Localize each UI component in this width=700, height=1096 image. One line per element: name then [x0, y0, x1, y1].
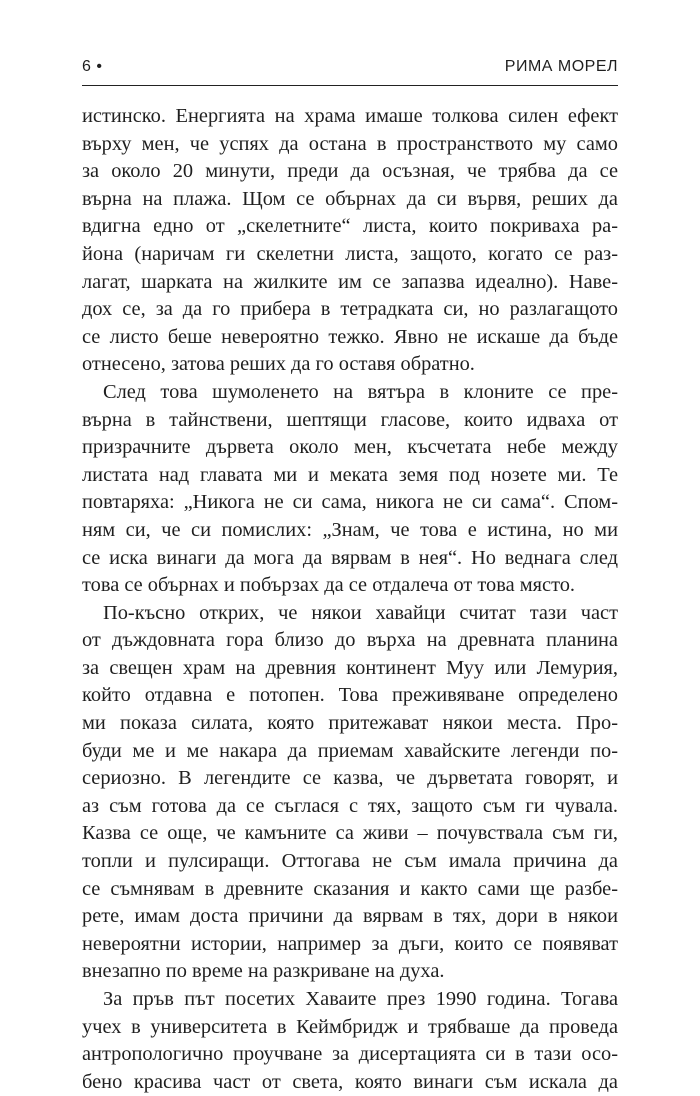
text-line: сериозно. В легендите се казва, че дърветата говорят, и	[82, 767, 618, 790]
text-line: от дъждовната гора близо до върха на древната планина	[82, 629, 618, 652]
text-line: антропологично проучване за дисертацията си в тази осо-	[82, 1043, 618, 1066]
paragraph	[82, 986, 618, 1096]
text-line: невероятни истории, например за дъги, които се появяват	[82, 932, 618, 955]
text-line: се иска винаги да мога да вярвам в нея“. Но веднага след	[82, 546, 618, 569]
text-line: След това шумоленето на вятъра в клоните се пре-	[103, 380, 618, 403]
page-number-group	[82, 58, 102, 76]
paragraph	[82, 600, 618, 986]
text-line: който отдавна е потопен. Това преживяване определено	[82, 684, 618, 707]
text-line: дох се, за да го прибера в тетрадката си, но разлагащото	[82, 298, 618, 321]
text-line: се съмнявам в древните сказания и както сами ще разбе-	[82, 877, 618, 900]
text-line: листата над главата ми и меката земя под нозете ми. Те	[82, 463, 618, 486]
header-bullet: •	[96, 58, 103, 75]
running-header	[82, 58, 618, 82]
text-line: буди ме и ме накара да приемам хавайските легенди по-	[82, 739, 618, 762]
text-line: топли и пулсиращи. Оттогава не съм имала причина да	[82, 850, 618, 873]
text-line: върна на плажа. Щом се обърнах да си вървя, реших да	[82, 187, 618, 210]
paragraph	[82, 379, 618, 600]
text-line: за около 20 минути, преди да осъзная, че трябва да се	[82, 160, 618, 183]
text-line: йона (наричам ги скелетни листа, защото, когато се раз-	[82, 242, 618, 265]
text-line: За пръв път посетих Хаваите през 1990 година. Тогава	[103, 988, 618, 1010]
text-line: рете, имам доста причини да вярвам в тях, дори в някои	[82, 905, 618, 928]
text-line: аз съм готова да се съглася с тях, защото съм ги чувала.	[82, 794, 618, 817]
text-line: внезапно по време на разкриване на духа.	[82, 960, 445, 983]
header-author: РИМА МОРЕЛ	[504, 58, 618, 75]
text-line: повтаряха: „Никога не си сама, никога не си сама“. Спом-	[82, 491, 618, 514]
text-line: истинско. Енергията на храма имаше толкова силен ефект	[82, 105, 618, 127]
text-line: ням си, че си помислих: „Знам, че това е истина, но ми	[82, 518, 618, 541]
body-text	[82, 103, 618, 1096]
header-rule	[82, 85, 618, 86]
page-number: 6	[82, 58, 92, 75]
text-line: лагат, шарката на жилките им се запазва идеално). Наве-	[82, 270, 618, 293]
text-line: вдигна едно от „скелетните“ листа, които покриваха ра-	[82, 215, 618, 238]
text-line: се листо беше невероятно тежко. Явно не искаше да бъде	[82, 325, 618, 348]
paragraph	[82, 103, 618, 379]
text-line: ми показа силата, която притежават някои места. Про-	[82, 712, 618, 735]
text-line: призрачните дървета около мен, късчетата небе между	[82, 436, 618, 459]
text-line: върху мен, че успях да остана в пространството му само	[82, 132, 618, 155]
text-line: По-късно открих, че някои хавайци считат тази част	[103, 601, 618, 624]
text-line: това се обърнах и побързах да се отдалеча от това място.	[82, 574, 576, 597]
text-line: учех в университета в Кеймбридж и трябваше да проведа	[82, 1015, 618, 1038]
text-line: за свещен храм на древния континент Муу или Лемурия,	[82, 656, 618, 679]
text-line: бено красива част от света, която винаги съм искала да	[82, 1070, 618, 1093]
text-line: Казва се още, че камъните са живи – почувствала съм ги,	[82, 822, 618, 845]
text-line: върна в тайнствени, шептящи гласове, които идваха от	[82, 408, 618, 431]
text-line: отнесено, затова реших да го оставя обратно.	[82, 353, 475, 376]
